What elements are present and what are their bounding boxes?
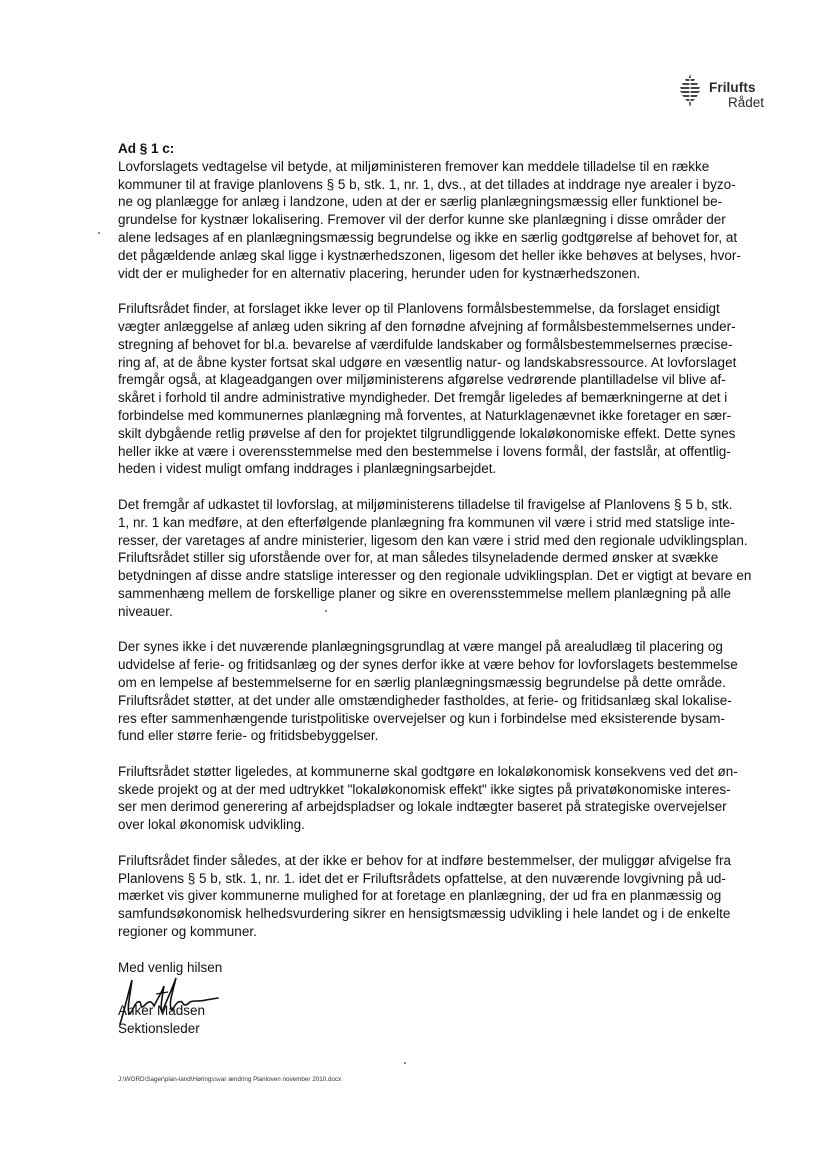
text-line: heden i videst muligt omfang inddrages i planlægningsarbejdet. (118, 461, 497, 477)
signatory-name: Anker Madsen (118, 1003, 206, 1019)
text-line: forbindelse med kommunernes planlægning må forventes, at Naturklagenævnet ikke foretager en sær- (118, 407, 732, 423)
text-line: res efter sammenhængende turistpolitiske overvejelser og kun i forbindelse med eksisterende bysam- (118, 710, 726, 726)
signatory-title: Sektionsleder (118, 1021, 200, 1037)
text-line: Friluftsrådet støtter, at det under alle omstændigheder fastholdes, at ferie- og fritidsanlæg skal lokalise- (118, 692, 732, 708)
text-line: vidt der er muligheder for en alternativ placering, herunder uden for kystnærhedszonen. (118, 265, 641, 281)
paragraph (118, 496, 752, 621)
text-line: kommuner til at fravige planlovens § 5 b, stk. 1, nr. 1, dvs., at det tillades at inddrage nye arealer i byzo- (118, 176, 736, 192)
text-line: ring af, at de åbne kyster fortsat skal udgøre en væsentlig natur- og landskabsressource. At lovforslaget (118, 354, 737, 370)
text-line: sammenhæng mellem de forskellige planer og sikre en overensstemmelse mellem planlægning på alle (118, 585, 732, 601)
logo-wordmark-line2: Rådet (728, 95, 765, 110)
scan-speck (404, 1062, 406, 1064)
letter-body (118, 140, 752, 1038)
paragraph (118, 763, 748, 834)
text-line: heller ikke at være i overensstemmelse med den bestemmelse i lovens formål, der fastslår, at offentlig- (118, 443, 731, 459)
text-line: skede projekt og at der med udtrykket "lokaløkonomisk effekt" ikke sigtes på privatøkonomiske interes- (118, 781, 731, 797)
paragraphs (118, 158, 752, 941)
text-line: grundelse for kystnær lokalisering. Fremover vil der derfor kunne ske planlægning i disse områder der (118, 212, 726, 228)
text-line: Lovforslagets vedtagelse vil betyde, at miljøministeren fremover kan meddele tilladelse til en række (118, 158, 710, 174)
text-line: Friluftsrådet finder, at forslaget ikke lever op til Planlovens formålsbestemmelse, da forslaget ensidigt (118, 301, 720, 317)
text-line: om en lempelse af bestemmelserne for en særlig planlægningsmæssig begrundelse på dette område. (118, 674, 726, 690)
text-line: vægter anlæggelse af anlæg uden sikring af den fornødne afvejning af formålsbestemmelsernes under- (118, 318, 736, 334)
file-path-footer: J:\WORD\Sager\plan-land\Høringssvar ændring Planloven november 2010.docx (118, 1076, 342, 1083)
closing-block (118, 959, 748, 1038)
paragraph (118, 638, 748, 745)
greeting: Med venlig hilsen (118, 959, 223, 975)
scan-speck (98, 232, 100, 234)
text-line: resser, der varetages af andre ministerier, ligesom den kan være i strid med den regionale udviklingsplan. (118, 532, 748, 548)
text-line: Det fremgår af udkastet til lovforslag, at miljøministerens tilladelse til fravigelse af Planlovens § 5 b, stk. (118, 496, 733, 512)
text-line: 1, nr. 1 kan medføre, at den efterfølgende planlægning fra kommunen vil være i strid med statslige inte- (118, 514, 735, 530)
text-line: regioner og kommuner. (118, 924, 257, 940)
paragraph (118, 852, 748, 941)
paragraph (118, 300, 748, 478)
text-line: Der synes ikke i det nuværende planlægningsgrundlag at være mangel på arealudlæg til placering og (118, 639, 723, 655)
section-heading: Ad § 1 c: (118, 141, 175, 156)
text-line: stregning af behovet for bl.a. bevarelse af værdifulde landskaber og formålsbestemmelsernes præcise- (118, 336, 733, 352)
text-line: betydningen af disse andre statslige interesser og den regionale udviklingsplan. Det er vigtigt at bevare en (118, 568, 752, 584)
text-line: udvidelse af ferie- og fritidsanlæg og der synes derfor ikke at være behov for lovforslagets bestemmelse (118, 657, 738, 673)
text-line: fund eller større ferie- og fritidsbebyggelser. (118, 728, 379, 744)
text-line: Friluftsrådet stiller sig uforstående over for, at man således tilsyneladende dermed ønsker at svække (118, 550, 719, 566)
text-line: skåret i forhold til andre administrative myndigheder. Det fremgår ligeledes af bemærkningerne at det i (118, 390, 728, 406)
signature-drawing (110, 972, 250, 1032)
friluftsraadet-logo (676, 72, 776, 116)
text-line: Friluftsrådet støtter ligeledes, at kommunerne skal godtgøre en lokaløkonomisk konsekvens ved det øn- (118, 763, 738, 779)
text-line: niveauer. (118, 603, 173, 619)
text-line: Friluftsrådet finder således, at der ikke er behov for at indføre bestemmelser, der muliggør afvigelse fra (118, 852, 732, 868)
text-line: fremgår også, at klageadgangen over miljøministerens afgørelse vedrørende plantilladelse vil blive af- (118, 372, 726, 388)
handwritten-signature (118, 976, 318, 1024)
text-line: ser men derimod generering af arbejdspladser og lokale indtægter baseret på strategiske overvejelser (118, 799, 727, 815)
paragraph (118, 158, 748, 283)
text-line: Planlovens § 5 b, stk. 1, nr. 1. idet det er Friluftsrådets opfattelse, at den nuværende lovgivning på ud- (118, 870, 726, 886)
text-line: samfundsøkonomisk helhedsvurdering sikrer en hensigtsmæssig udvikling i hele landet og i de enkelte (118, 906, 731, 922)
text-line: det pågældende anlæg skal ligge i kystnærhedszonen, ligesom det heller ikke behøves at belyses, hvor- (118, 247, 741, 263)
text-line: ne og planlægge for anlæg i landzone, uden at der er særlig planlægningsmæssig eller funktionel be- (118, 194, 723, 210)
text-line: skilt dybgående retlig prøvelse af den for projektet tilgrundliggende lokaløkonomiske effekt. Dette synes (118, 425, 736, 441)
logo-wordmark-line1: Frilufts (709, 80, 756, 95)
text-line: over lokal økonomisk udvikling. (118, 817, 305, 833)
text-line: alene ledsages af en planlægningsmæssig begrundelse og ikke en særlig godtgørelse af behovet for, at (118, 229, 738, 245)
text-line: mærket vis giver kommunerne mulighed for at foretage en planlægning, der ud fra en planmæssig og (118, 888, 722, 904)
leaf-emblem-icon (676, 72, 704, 108)
scan-speck (325, 610, 327, 612)
